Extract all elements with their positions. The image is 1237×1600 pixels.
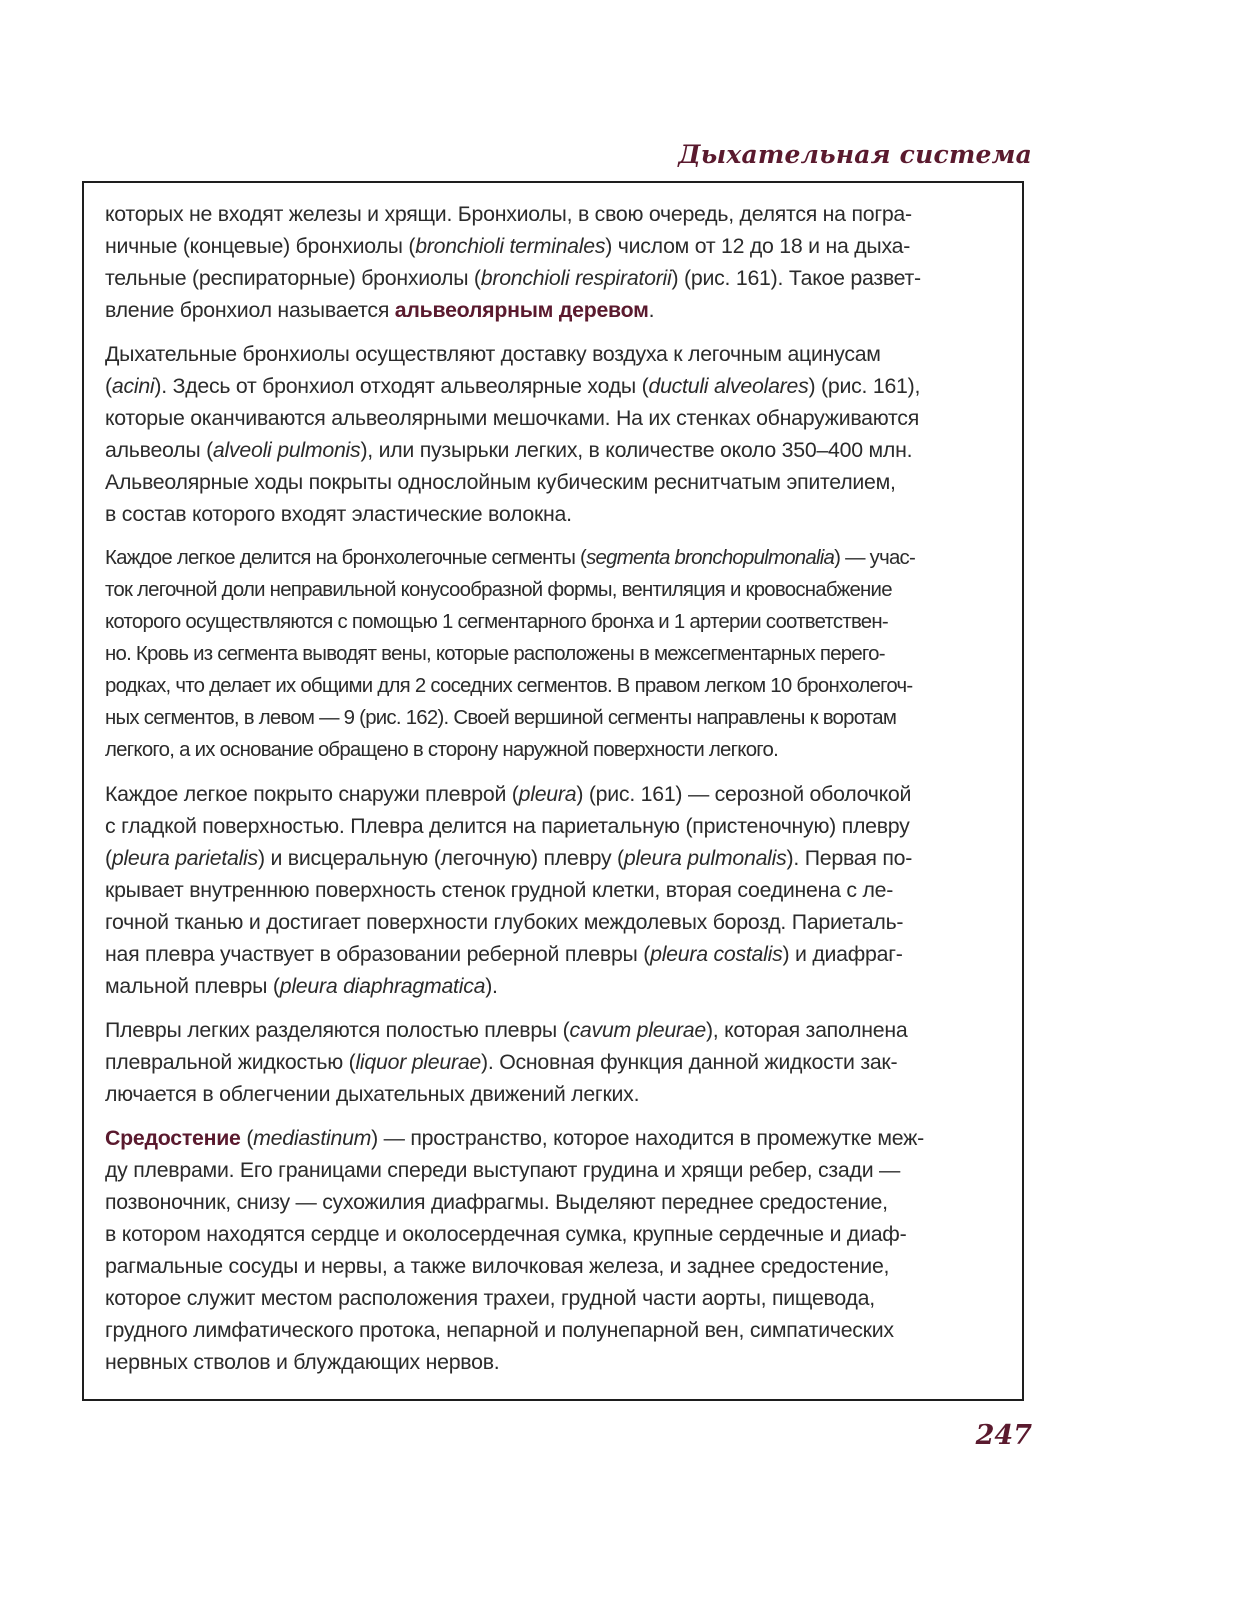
text-run: ) — пространство, которое находится в промежутке меж- [371, 1126, 924, 1150]
latin-term: pleura diaphragmatica [279, 974, 486, 998]
text-run: ных сегментов, в левом — 9 (рис. 162). Своей вершиной сегменты направлены к воротам [105, 707, 897, 729]
latin-term: cavum pleurae [569, 1018, 706, 1042]
text-run: которое служит местом расположения трахеи, грудной части аорты, пищевода, [105, 1286, 875, 1310]
text-line [105, 262, 1005, 294]
text-run: Альвеолярные ходы покрыты однослойным кубическим реснитчатым эпителием, [105, 470, 896, 494]
text-run: ) и диафраг- [782, 942, 903, 966]
text-run: ) числом от 12 до 18 и на дыха- [605, 234, 911, 258]
text-run: ная плевра участвует в образовании реберной плевры ( [105, 942, 651, 966]
text-line [105, 1014, 1005, 1046]
text-run: вление бронхиол называется [105, 298, 395, 322]
text-run: с гладкой поверхностью. Плевра делится на париетальную (пристеночную) плевру [105, 814, 910, 838]
text-run: Дыхательные бронхиолы осуществляют доставку воздуха к легочным ацинусам [105, 342, 881, 366]
text-line [105, 1346, 1005, 1378]
text-run: крывает внутреннюю поверхность стенок грудной клетки, вторая соединена с ле- [105, 878, 894, 902]
text-line [105, 874, 1005, 906]
text-run: ) (рис. 161), [808, 374, 921, 398]
page-number: 247 [975, 1420, 1032, 1451]
text-run: тельные (респираторные) бронхиолы ( [105, 266, 481, 290]
latin-term: segmenta bronchopulmonalia [586, 547, 835, 569]
text-line [105, 542, 1005, 574]
paragraph-pleural-cavity [105, 1014, 1005, 1110]
text-line [105, 702, 1005, 734]
text-run: которых не входят железы и хрящи. Бронхиолы, в свою очередь, делятся на погра- [105, 202, 912, 226]
main-text [105, 198, 1005, 1390]
latin-term: pleura pulmonalis [623, 846, 787, 870]
highlighted-term: альвеолярным деревом [394, 298, 649, 322]
text-line [105, 778, 1005, 810]
text-line [105, 1250, 1005, 1282]
text-run: альвеолы ( [105, 438, 213, 462]
latin-term: bronchioli respiratorii [480, 266, 672, 290]
text-line [105, 1078, 1005, 1110]
text-line [105, 466, 1005, 498]
text-run: ) (рис. 161) — серозной оболочкой [576, 782, 912, 806]
text-run: лючается в облегчении дыхательных движений легких. [105, 1082, 640, 1106]
text-run: Каждое легкое делится на бронхолегочные сегменты ( [105, 547, 587, 569]
latin-term: acini [111, 374, 155, 398]
text-run: ) — учас- [834, 547, 916, 569]
text-line [105, 574, 1005, 606]
text-run: ду плеврами. Его границами спереди выступают грудина и хрящи ребер, сзади — [105, 1158, 901, 1182]
latin-term: mediastinum [253, 1126, 372, 1150]
latin-term: liquor pleurae [355, 1050, 482, 1074]
text-run: гочной тканью и достигает поверхности глубоких междолевых борозд. Париеталь- [105, 910, 904, 934]
text-run: . [648, 298, 655, 322]
text-run: ) и висцеральную (легочную) плевру ( [257, 846, 624, 870]
running-head: Дыхательная система [678, 140, 1032, 169]
text-line [105, 970, 1005, 1002]
text-line [105, 734, 1005, 766]
text-run: Каждое легкое покрыто снаружи плеврой ( [105, 782, 519, 806]
text-run: ). Основная функция данной жидкости зак- [481, 1050, 898, 1074]
text-line [105, 842, 1005, 874]
text-run: плевральной жидкостью ( [105, 1050, 356, 1074]
text-line [105, 294, 1005, 326]
text-run: которые оканчиваются альвеолярными мешочками. На их стенках обнаруживаются [105, 406, 919, 430]
text-line [105, 606, 1005, 638]
text-run: ). Здесь от бронхиол отходят альвеолярные ходы ( [154, 374, 649, 398]
latin-term: pleura parietalis [111, 846, 258, 870]
text-run: родках, что делает их общими для 2 соседних сегментов. В правом легком 10 бронхолегоч- [105, 675, 913, 697]
text-line [105, 230, 1005, 262]
latin-term: alveoli pulmonis [212, 438, 361, 462]
text-line [105, 338, 1005, 370]
text-run: рагмальные сосуды и нервы, а также вилочковая железа, и заднее средостение, [105, 1254, 890, 1278]
text-line [105, 402, 1005, 434]
latin-term: bronchioli terminales [415, 234, 606, 258]
text-line [105, 1046, 1005, 1078]
latin-term: pleura [518, 782, 577, 806]
paragraph-bronchioles [105, 198, 1005, 326]
text-run: мальной плевры ( [105, 974, 280, 998]
text-run: которого осуществляются с помощью 1 сегментарного бронха и 1 артерии соответствен- [105, 611, 888, 633]
paragraph-segments [105, 542, 1005, 766]
text-line [105, 370, 1005, 402]
text-line [105, 1154, 1005, 1186]
text-run: ) (рис. 161). Такое развет- [671, 266, 921, 290]
text-line [105, 906, 1005, 938]
text-line [105, 938, 1005, 970]
text-run: но. Кровь из сегмента выводят вены, которые расположены в межсегментарных перего- [105, 643, 885, 665]
text-run: грудного лимфатического протока, непарной и полунепарной вен, симпатических [105, 1318, 894, 1342]
text-line [105, 498, 1005, 530]
text-run: ), которая заполнена [705, 1018, 908, 1042]
text-line [105, 638, 1005, 670]
highlighted-term: Средостение [105, 1126, 241, 1150]
text-run: ). [485, 974, 498, 998]
text-line [105, 1122, 1005, 1154]
text-line [105, 1314, 1005, 1346]
text-line [105, 198, 1005, 230]
text-line [105, 1282, 1005, 1314]
text-run: ничные (концевые) бронхиолы ( [105, 234, 416, 258]
text-line [105, 810, 1005, 842]
text-run: ), или пузырьки легких, в количестве около 350–400 млн. [360, 438, 913, 462]
text-run: ( [240, 1126, 254, 1150]
latin-term: ductuli alveolares [648, 374, 809, 398]
text-run: легкого, а их основание обращено в сторону наружной поверхности легкого. [105, 739, 779, 761]
text-run: в состав которого входят эластические волокна. [105, 502, 572, 526]
text-run: в котором находятся сердце и околосердечная сумка, крупные сердечные и диаф- [105, 1222, 907, 1246]
text-run: ток легочной доли неправильной конусообразной формы, вентиляция и кровоснабжение [105, 579, 892, 601]
paragraph-mediastinum [105, 1122, 1005, 1378]
text-run: позвоночник, снизу — сухожилия диафрагмы. Выделяют переднее средостение, [105, 1190, 888, 1214]
text-run: ( [105, 374, 112, 398]
latin-term: pleura costalis [650, 942, 783, 966]
paragraph-respiratory-bronchioles [105, 338, 1005, 530]
text-line [105, 1218, 1005, 1250]
text-run: ( [105, 846, 112, 870]
text-run: Плевры легких разделяются полостью плевры ( [105, 1018, 570, 1042]
text-line [105, 434, 1005, 466]
text-run: нервных стволов и блуждающих нервов. [105, 1350, 500, 1374]
paragraph-pleura [105, 778, 1005, 1002]
text-run: ). Первая по- [786, 846, 913, 870]
text-line [105, 1186, 1005, 1218]
text-line [105, 670, 1005, 702]
